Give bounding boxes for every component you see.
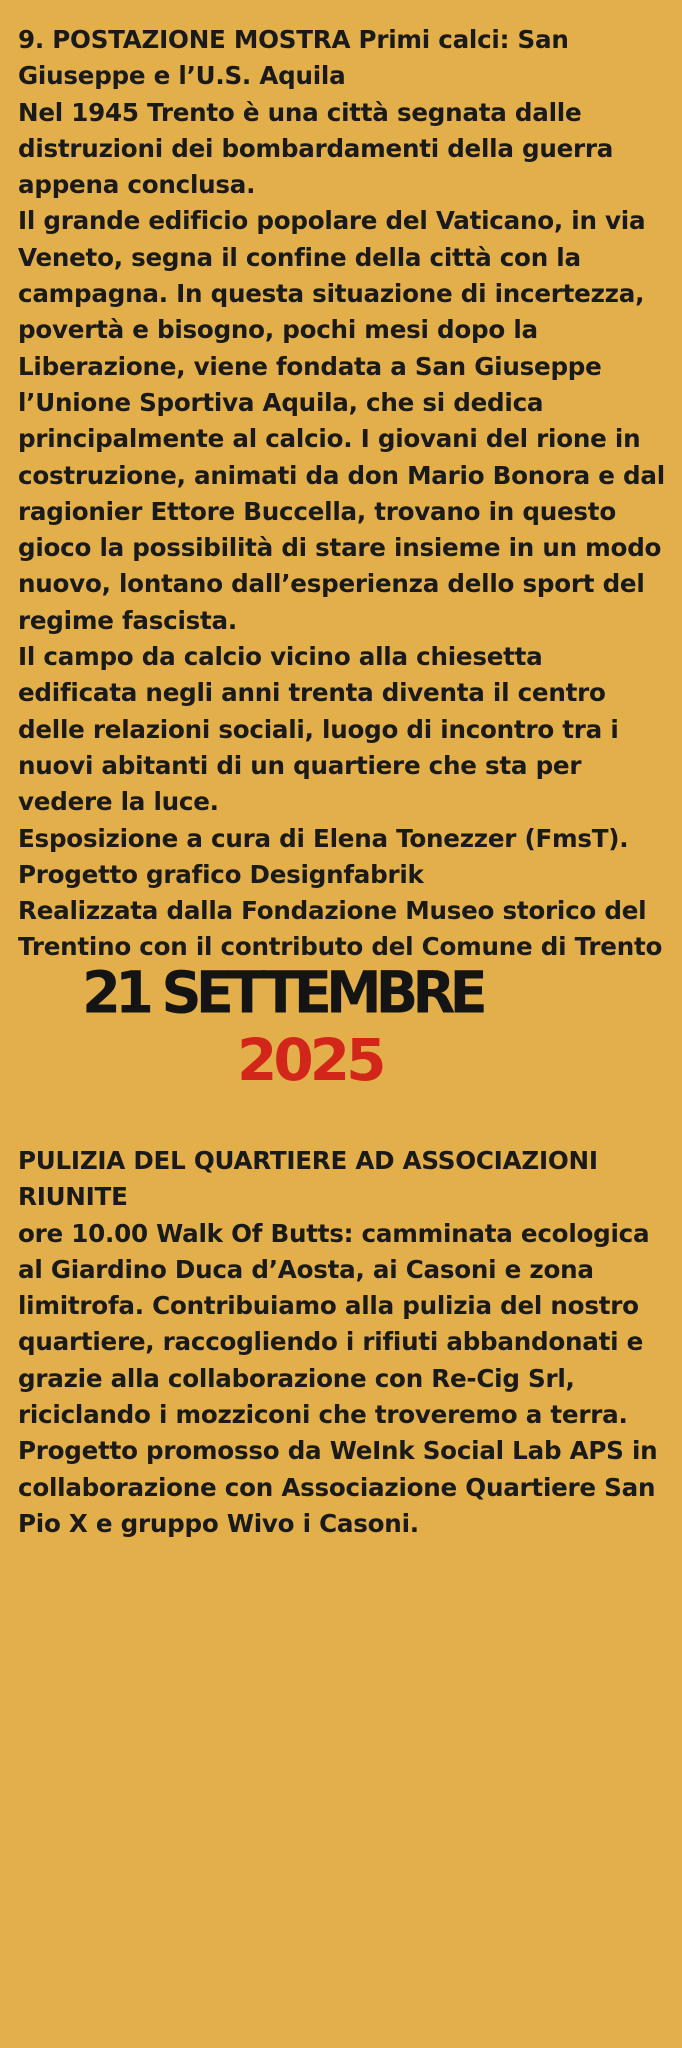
exhibition-design-credit: Progetto grafico Designfabrik: [18, 859, 424, 889]
exhibition-paragraph-1: Nel 1945 Trento è una città segnata dalle distruzioni dei bombardamenti della guerra appena conclusa.: [18, 97, 614, 200]
exhibition-sponsor-credit: Realizzata dalla Fondazione Museo storico del Trentino con il contributo del Comune di Trento: [18, 896, 663, 962]
exhibition-section: [18, 22, 668, 966]
exhibition-paragraph-3: Il campo da calcio vicino alla chiesetta edificata negli anni trenta diventa il centro delle relazioni sociali, luogo di incontro tra i nuovi abitanti di un quartiere che sta per vedere la luce.: [18, 642, 619, 817]
exhibition-title: 9. POSTAZIONE MOSTRA Primi calci: San Giuseppe e l’U.S. Aquila: [18, 25, 569, 91]
cleanup-description: ore 10.00 Walk Of Butts: camminata ecologica al Giardino Duca d’Aosta, ai Casoni e zona limitrofa. Contribuiamo alla pulizia del nostro quartiere, raccogliendo i rifiuti abbandonati e grazie alla collaborazione con Re-Cig Srl, riciclando i mozziconi che troveremo a terra. Progetto promosso da WeInk Social Lab APS in collaborazione con Associazione Quartiere San Pio X e gruppo Wivo i Casoni.: [18, 1218, 658, 1538]
cleanup-title: PULIZIA DEL QUARTIERE AD ASSOCIAZIONI RIUNITE: [18, 1146, 598, 1212]
exhibition-curator-credit: Esposizione a cura di Elena Tonezzer (FmsT).: [18, 823, 629, 853]
cleanup-section: [18, 1143, 668, 1542]
date-year: 2025: [237, 1026, 383, 1094]
date-day-month: 21 SETTEMBRE: [82, 959, 482, 1028]
exhibition-paragraph-2: Il grande edificio popolare del Vaticano, in via Veneto, segna il confine della città con la campagna. In questa situazione di incertezza, povertà e bisogno, pochi mesi dopo la Liberazione, viene fondata a San Giuseppe l’Unione Sportiva Aquila, che si dedica principalmente al calcio. I giovani del rione in costruzione, animati da don Mario Bonora e dal ragionier Ettore Buccella, trovano in questo gioco la possibilità di stare insieme in un modo nuovo, lontano dall’esperienza dello sport del regime fascista.: [18, 206, 665, 635]
